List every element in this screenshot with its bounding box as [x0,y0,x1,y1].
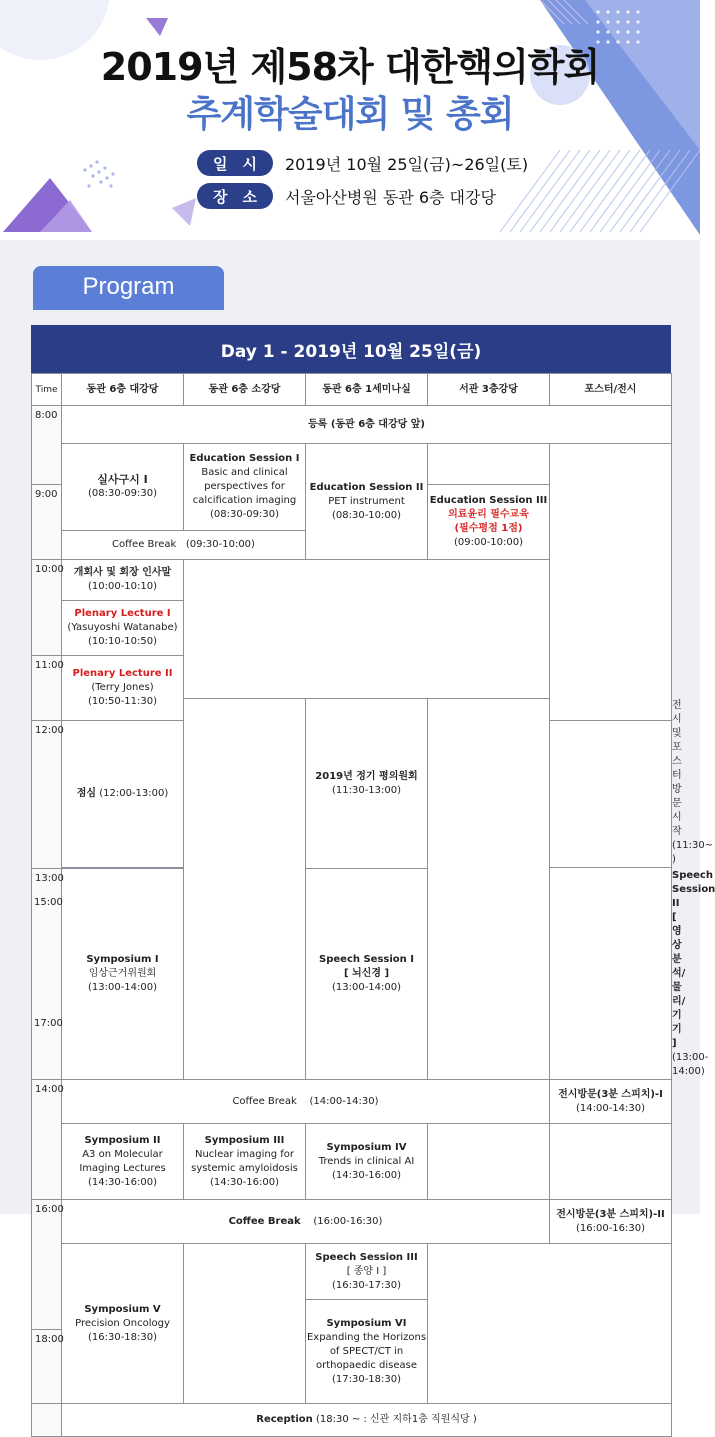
empty-cell [184,699,306,1080]
sym6-cell[interactable] [306,1300,428,1404]
coffee2-cell [62,1080,550,1124]
exhibit1-cell[interactable] [550,1080,672,1124]
place-badge-char1: 장 [213,187,228,206]
empty-cell [428,699,550,1080]
sym2-desc1: A3 on Molecular [82,1148,163,1160]
sym5-desc: Precision Oncology [75,1317,170,1329]
time-1000: 10:00 [32,560,62,656]
sym2-time: (14:30-16:00) [87,1176,158,1188]
edu2-title: Education Session II [309,481,424,493]
sym1-time: (13:00-14:00) [87,982,158,993]
sym1-desc: 임상근거위원회 [88,968,157,979]
speech3-desc: [ 종양 I ] [346,1265,387,1277]
sym4-time: (14:30-16:00) [331,1169,402,1181]
sym6-desc3: orthopaedic disease [315,1359,417,1371]
empty-cell [550,444,672,721]
table-row [32,1200,672,1244]
plenary1-cell[interactable] [62,601,184,656]
edu1-time: (08:30-09:30) [209,509,280,520]
sym3-cell[interactable] [184,1124,306,1200]
council-cell[interactable] [306,699,428,869]
empty-cell [184,1244,306,1404]
edu3-credit: (필수평점 1점) [454,523,523,534]
event-title: 2019년 제58차 대한핵의학회 [100,45,600,89]
edu1-cell[interactable] [184,444,306,531]
time-1100: 11:00 [32,656,62,721]
edu3-title: Education Session III [429,495,548,506]
date-badge-char2: 시 [242,154,257,173]
reception-cell [62,1404,672,1437]
exhibit2-title: 전시방문(3분 스피치)-II [556,1208,665,1220]
coffee3-label: Coffee Break [228,1215,301,1227]
sym4-title: Symposium IV [326,1141,407,1153]
col-seminar-room: 동관 6층 1세미나실 [306,374,428,406]
speech1-cell[interactable] [306,869,428,1080]
empty-cell [428,444,550,485]
time-0900: 9:00 [32,485,62,560]
time-1200: 12:00 [32,721,62,869]
sym6-desc1: Expanding the Horizons [306,1331,427,1343]
silsa-title: 실사구시 I [97,473,148,486]
plenary2-cell[interactable] [62,656,184,721]
exhibit2-time: (16:00-16:30) [575,1222,646,1234]
plenary1-speaker: (Yasuyoshi Watanabe) [67,622,178,633]
edu2-cell[interactable] [306,444,428,560]
date-badge [197,150,273,176]
exhibit2-cell[interactable] [550,1200,672,1244]
col-poster: 포스터/전시 [550,374,672,406]
edu2-desc: PET instrument [328,495,405,507]
table-row [32,1244,672,1300]
council-time: (11:30-13:00) [331,784,402,796]
sym3-title: Symposium III [204,1134,285,1146]
speech3-cell[interactable] [306,1244,428,1300]
coffee1-cell [62,531,306,560]
col-small-hall: 동관 6층 소강당 [184,374,306,406]
table-row [32,1124,672,1200]
plenary2-time: (10:50-11:30) [87,696,158,707]
time-1600: 16:00 [32,1200,62,1330]
time-1800: 18:00 [32,1330,62,1404]
coffee3-cell [62,1200,550,1244]
table-row [32,1404,672,1437]
place-value: 서울아산병원 동관 6층 대강당 [285,187,496,207]
sym2-cell[interactable] [62,1124,184,1200]
empty-cell [550,1124,672,1200]
col-time: Time [32,374,62,406]
empty-cell [428,1124,550,1200]
edu3-time: (09:00-10:00) [453,537,524,548]
time-1700: 17:00 [34,1018,63,1029]
coffee2-time: (14:00-14:30) [309,1095,379,1107]
date-value: 2019년 10월 25일(금)~26일(토) [285,154,529,174]
speech1-desc: [ 뇌신경 ] [343,968,390,979]
reception-label: Reception [256,1414,313,1425]
column-header-row [32,374,672,406]
event-header [0,0,700,240]
lunch-cell [62,721,184,868]
coffee1-time: (09:30-10:00) [185,539,255,550]
time-1300: 13:00 [32,869,62,1080]
schedule-table [31,325,715,1437]
place-row [197,183,496,209]
plenary1-title: Plenary Lecture I [74,608,171,619]
council-title: 2019년 정기 평의원회 [315,770,418,782]
lunch-time: (12:00-13:00) [99,788,169,799]
empty-cell [32,1404,62,1437]
sym1-title: Symposium I [86,954,159,965]
sym5-cell[interactable] [62,1244,184,1404]
opening-title: 개회사 및 회장 인사말 [73,567,172,578]
speech3-time: (16:30-17:30) [331,1279,402,1291]
date-badge-char1: 일 [213,154,228,173]
deco-triangle-lavender [172,198,196,226]
event-subtitle: 추계학술대회 및 총회 [186,94,514,135]
plenary2-title: Plenary Lecture II [72,668,173,679]
coffee1-label: Coffee Break [112,539,177,550]
program-section [0,240,715,1425]
date-row [197,150,528,176]
place-badge [197,183,273,209]
day-title: Day 1 - 2019년 10월 25일(금) [31,325,671,373]
time-1500: 15:00 [34,897,63,908]
deco-triangle-small [146,18,168,36]
empty-cell [184,560,550,699]
speech3-title: Speech Session III [315,1251,418,1263]
table-row [32,1080,672,1124]
silsa-time: (08:30-09:30) [87,488,158,499]
plenary1-time: (10:10-10:50) [87,636,158,647]
table-row: 13:00 Symposium I 임상근거위원회 (13:00-14:00) Speech Session I [ 뇌신경 ] (13:00-14:00) Speech Session II [ 영상분석/물리/기기 ] (13:00-14:00) [32,869,672,1080]
time-0800: 8:00 [32,406,62,485]
coffee3-time: (16:00-16:30) [313,1215,383,1227]
plenary2-speaker: (Terry Jones) [91,682,154,693]
table-row [32,406,672,444]
edu3-cell[interactable] [428,485,550,560]
sym3-desc2: systemic amyloidosis [191,1162,298,1174]
exhibit1-title: 전시방문(3분 스피치)-I [558,1088,663,1100]
deco-dots-left [83,160,114,187]
empty-cell [550,868,672,1080]
sym5-title: Symposium V [84,1303,161,1315]
edu2-time: (08:30-10:00) [331,509,402,521]
lunch-label: 점심 [76,788,97,799]
exhibit1-time: (14:00-14:30) [575,1102,646,1114]
coffee2-label: Coffee Break [232,1095,297,1107]
silsa-cell[interactable] [62,444,184,531]
sym2-title: Symposium II [84,1134,161,1146]
edu1-desc: Basic and clinical perspectives for calcification imaging [192,467,297,506]
edu1-title: Education Session I [189,453,300,464]
time-1400: 14:00 [32,1080,62,1200]
sym1-cell[interactable] [62,869,184,1080]
registration-cell: 등록 (동관 6층 대강당 앞) [62,406,672,444]
reception-time: (18:30 ~ : 신관 지하1층 직원식당 ) [316,1414,477,1425]
sym4-cell[interactable] [306,1124,428,1200]
sym6-time: (17:30-18:30) [331,1373,402,1385]
sym3-time: (14:30-16:00) [209,1176,280,1188]
empty-cell [428,1244,672,1404]
sym6-desc2: of SPECT/CT in [329,1345,404,1357]
sym4-desc: Trends in clinical AI [318,1155,415,1167]
table-row [32,444,672,485]
sym5-time: (16:30-18:30) [87,1331,158,1343]
place-badge-char2: 소 [242,187,257,206]
col-west-hall: 서관 3층강당 [428,374,550,406]
opening-cell[interactable] [62,560,184,601]
edu3-required: 의료윤리 필수교육 [448,509,529,520]
speech1-title: Speech Session I [319,954,414,965]
opening-time: (10:00-10:10) [87,581,158,592]
sym3-desc1: Nuclear imaging for [194,1148,295,1160]
col-main-hall: 동관 6층 대강당 [62,374,184,406]
speech1-time: (13:00-14:00) [331,982,402,993]
sym6-title: Symposium VI [326,1317,407,1329]
table-row: 2019년 정기 평의원회 (11:30-13:00) 전시 및 포스터 방문 시작 (11:30~ ) [32,699,672,721]
schedule-grid [31,373,715,1437]
sym2-desc2: Imaging Lectures [79,1162,166,1174]
program-tab[interactable]: Program [33,266,224,308]
